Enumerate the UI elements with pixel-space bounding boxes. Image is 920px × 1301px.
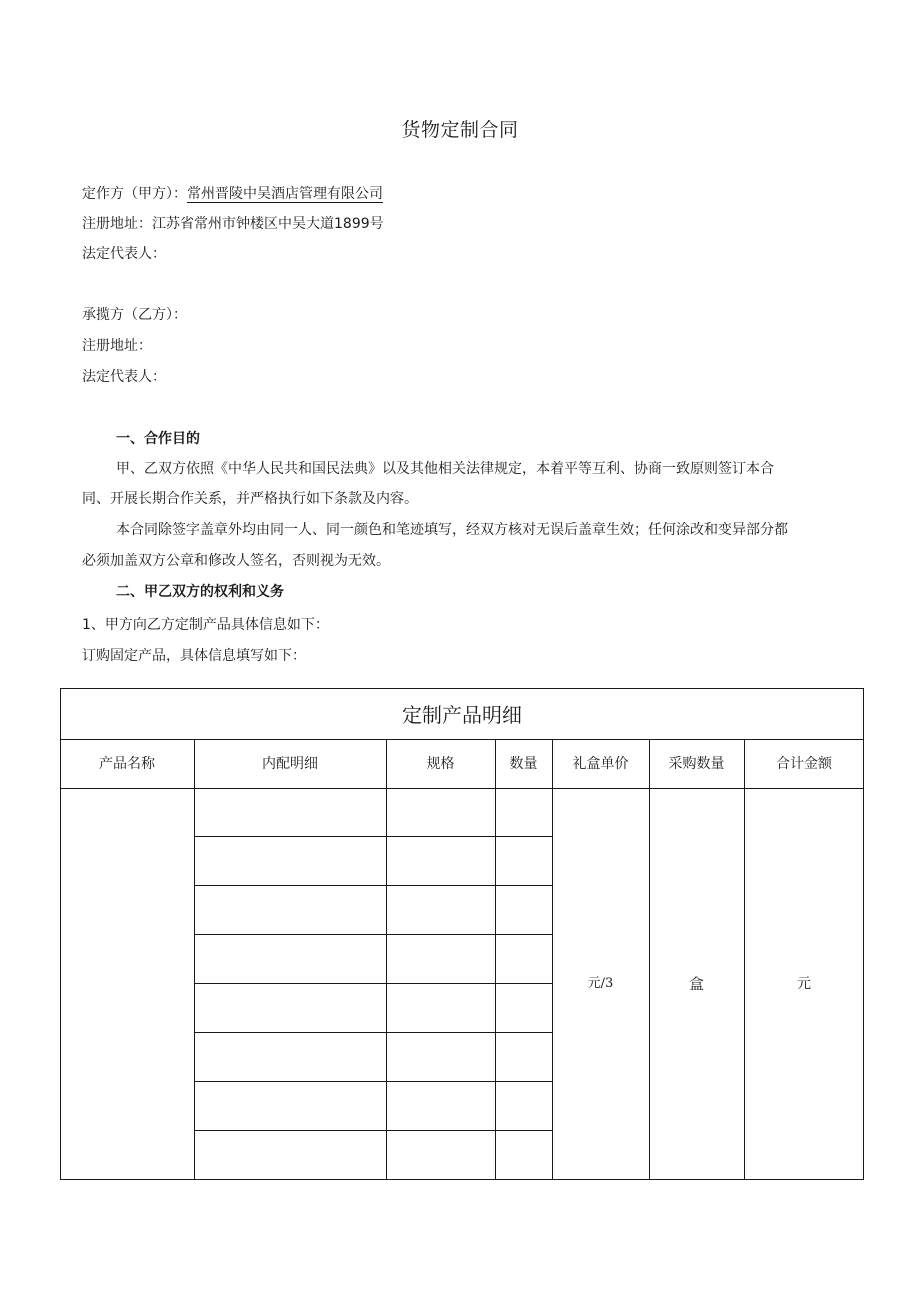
section2-heading: 二、甲乙双方的权利和义务 [116, 584, 284, 600]
section2-item1: 1、甲方向乙方定制产品具体信息如下： [82, 617, 329, 633]
section1-p2-line2: 必须加盖双方公章和修改人签名，否则视为无效。 [82, 553, 390, 569]
table-title: 定制产品明细 [402, 703, 522, 727]
header-total: 合计金额 [776, 756, 832, 772]
party-a-address-label: 注册地址： [82, 216, 152, 232]
party-a-address: 江苏省常州市钟楼区中吴大道1899号 [152, 216, 384, 232]
party-a-rep-label: 法定代表人： [82, 246, 166, 262]
header-product-name: 产品名称 [99, 756, 155, 772]
header-unit-price: 礼盒单价 [572, 756, 629, 772]
header-count: 数量 [509, 756, 538, 772]
header-spec: 规格 [426, 756, 455, 772]
section2-item2: 订购固定产品，具体信息填写如下： [82, 648, 306, 664]
total-unit: 元 [797, 976, 811, 992]
section1-p1-line2: 同、开展长期合作关系，并严格执行如下条款及内容。 [82, 491, 418, 507]
party-a-name: 常州晋陵中吴酒店管理有限公司 [187, 186, 383, 202]
header-contents: 内配明细 [262, 756, 318, 772]
product-detail-table [60, 688, 864, 1180]
party-b-rep-label: 法定代表人： [82, 369, 166, 385]
section1-p1-line1: 甲、乙双方依照《中华人民共和国民法典》以及其他相关法律规定，本着平等互利、协商一致原则签订本合 [116, 461, 774, 477]
section1-p2-line1: 本合同除签字盖章外均由同一人、同一颜色和笔迹填写，经双方核对无误后盖章生效；任何涂改和变异部分都 [116, 522, 788, 538]
unit-price-value: 元/3 [587, 976, 614, 991]
party-a-line [82, 183, 383, 205]
document-title: 货物定制合同 [401, 119, 519, 141]
quantity-unit: 盒 [688, 975, 704, 993]
party-b-address-label: 注册地址： [82, 338, 152, 354]
section1-heading: 一、合作目的 [116, 431, 200, 447]
header-purchase-qty: 采购数量 [668, 756, 725, 772]
party-a-label: 定作方（甲方）： [82, 186, 187, 202]
party-a-address-line [82, 213, 384, 235]
party-b-label: 承揽方（乙方）： [82, 307, 187, 323]
